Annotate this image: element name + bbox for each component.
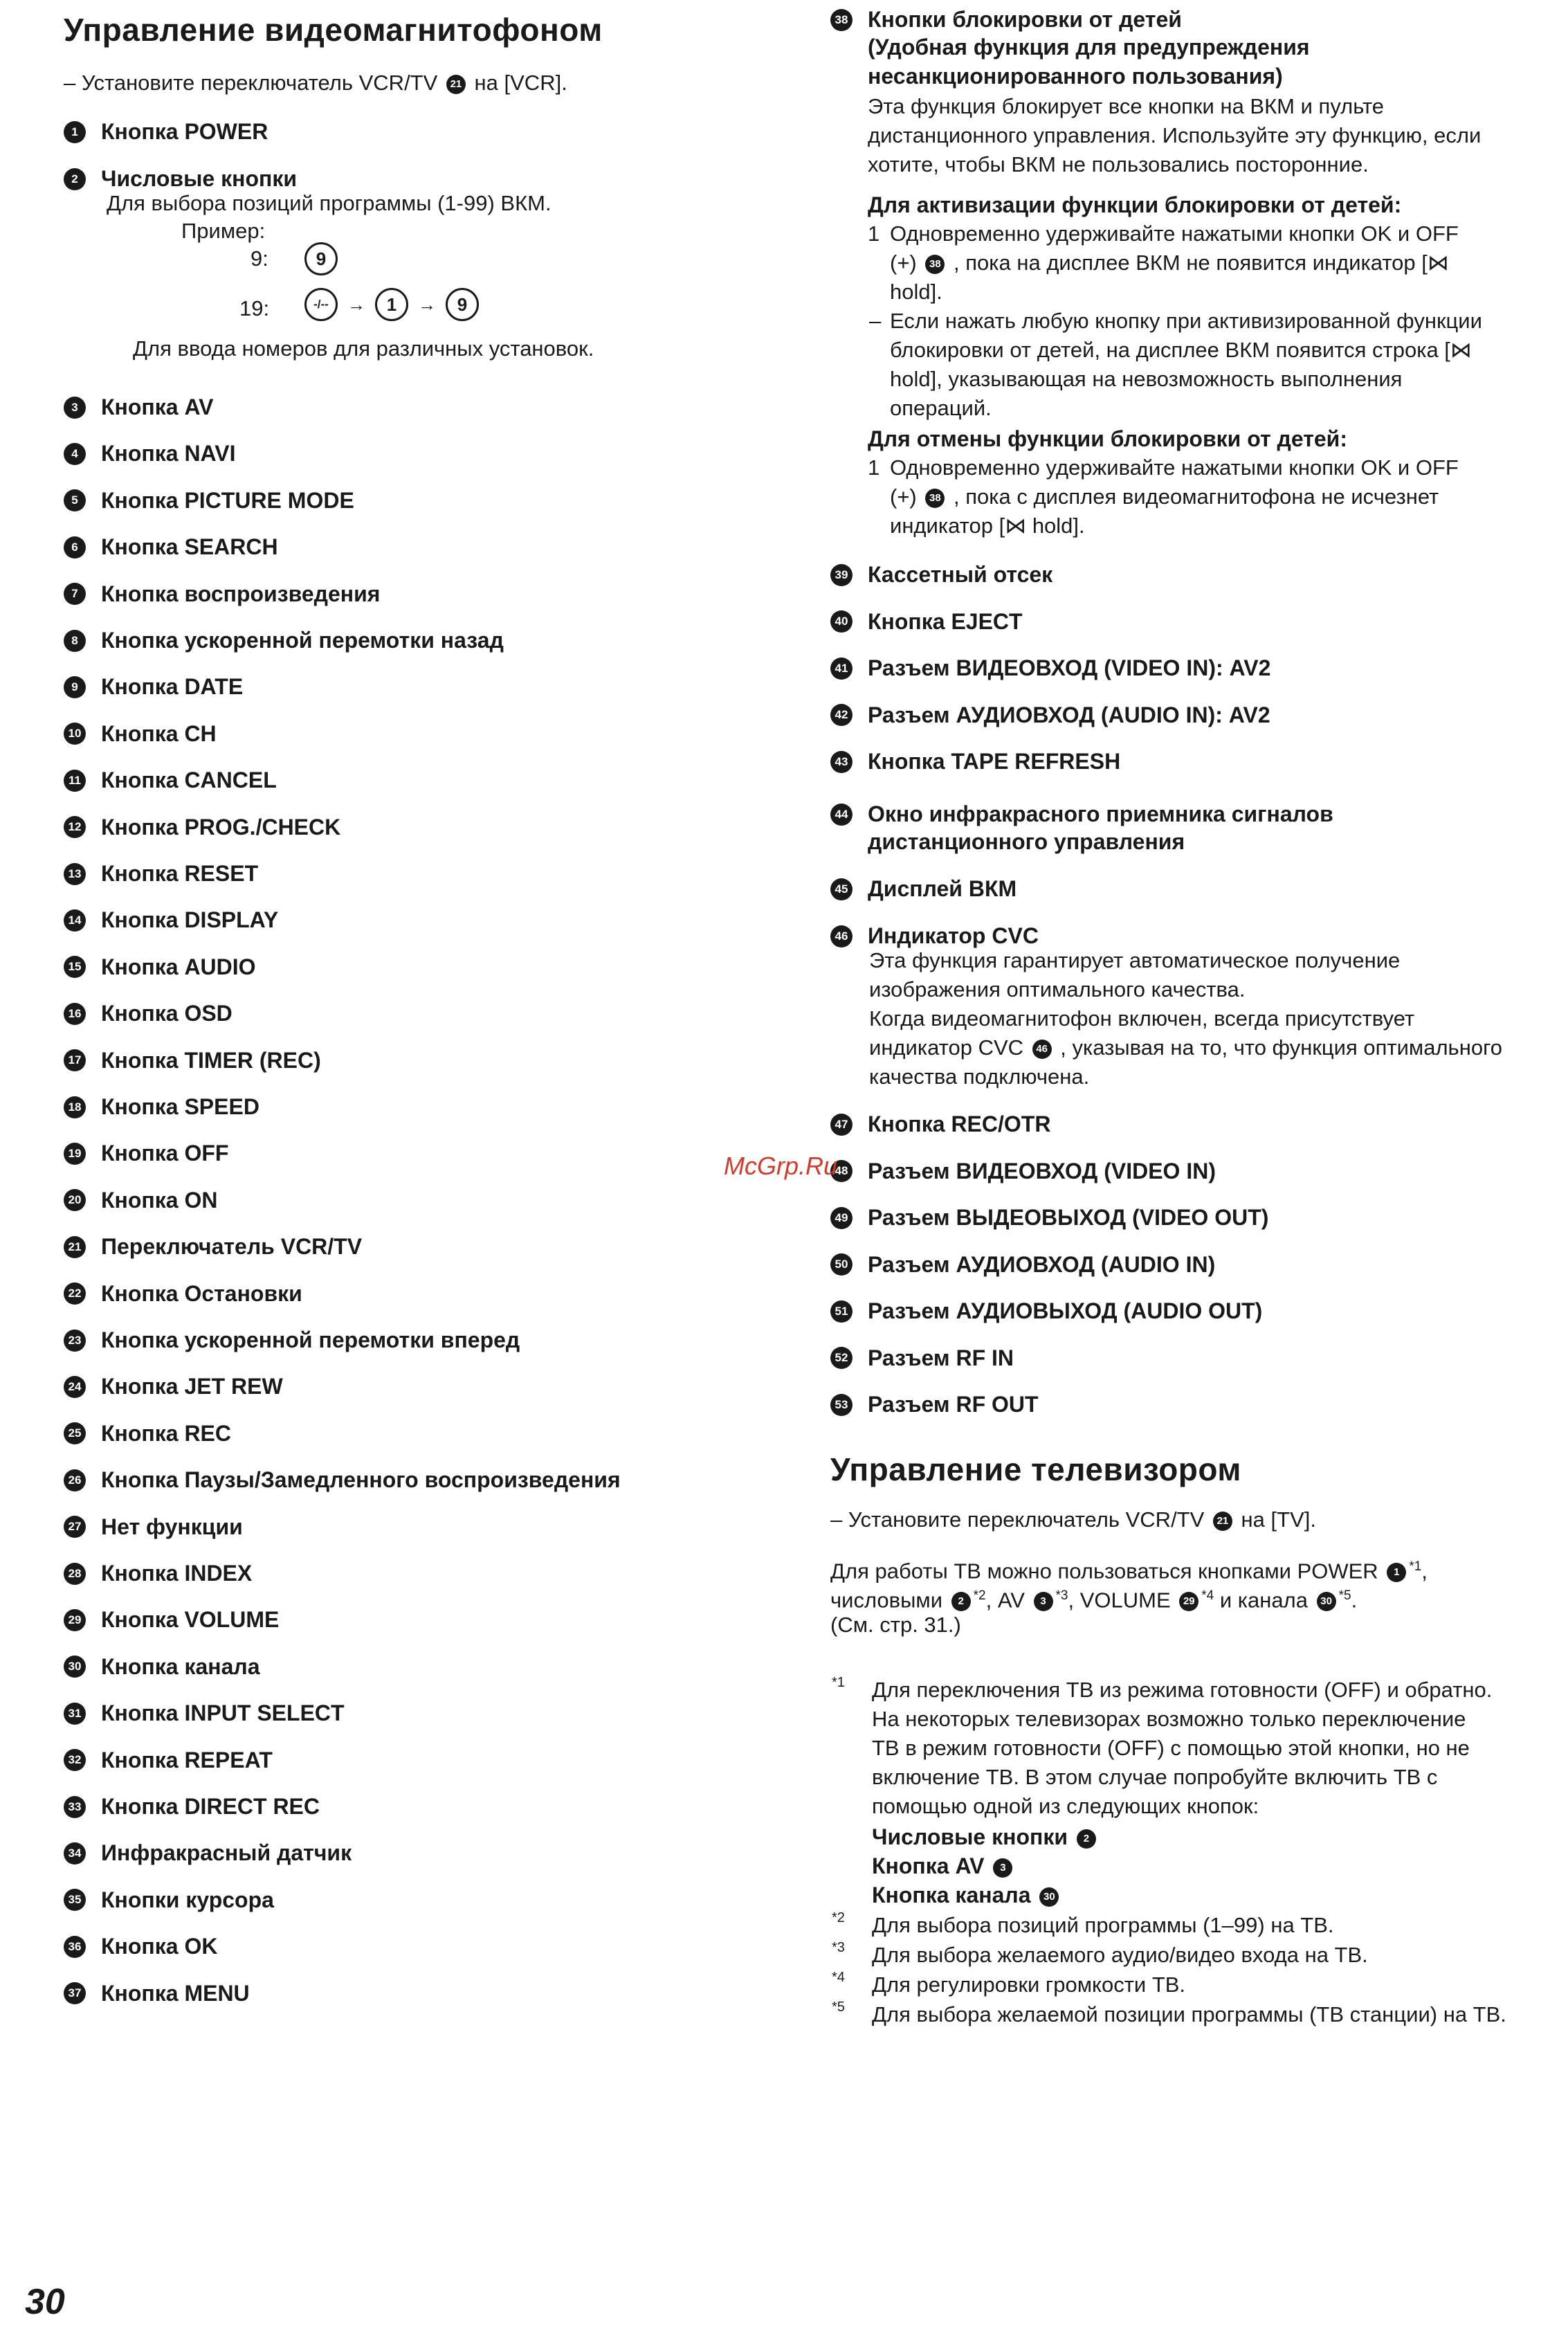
item-number-badge: 51 <box>830 1300 853 1323</box>
item-number-badge: 12 <box>64 816 86 838</box>
item-39 <box>830 562 1052 588</box>
item-number-badge: 42 <box>830 704 853 726</box>
key-9-icon: 9 <box>304 242 338 275</box>
item-41 <box>830 655 1270 681</box>
fn1-line-1: Для переключения ТВ из режима готовности (OFF) и обратно. <box>872 1678 1493 1702</box>
item-38-desc-1: Эта функция блокирует все кнопки на ВКМ и пульте <box>868 94 1385 118</box>
item-number-badge: 10 <box>64 723 86 745</box>
item-number-badge: 15 <box>64 956 86 978</box>
ref-badge: 30 <box>1317 1592 1336 1611</box>
item-label: Кнопка CANCEL <box>101 768 277 793</box>
item-number-badge: 52 <box>830 1347 853 1369</box>
fn1-key-1: Числовые кнопки 2 <box>872 1823 1099 1851</box>
item-label: Кнопка VOLUME <box>101 1607 280 1633</box>
item-label: Разъем ВИДЕОВХОД (VIDEO IN) <box>868 1158 1216 1183</box>
item-12 <box>64 815 340 840</box>
item-43 <box>830 749 1120 774</box>
item-53 <box>830 1392 1039 1417</box>
item-number-badge: 20 <box>64 1189 86 1211</box>
item-37 <box>64 1981 250 2006</box>
item-number-badge: 25 <box>64 1422 86 1444</box>
item-number-badge: 1 <box>64 121 86 143</box>
example-19-sequence <box>304 288 479 321</box>
item-38-desc-3: хотите, чтобы ВКМ не пользовались посторонние. <box>868 152 1369 176</box>
activate-dash: – <box>869 309 882 333</box>
footnote-text: Для выбора позиций программы (1–99) на ТВ. <box>872 1913 1334 1937</box>
item-number-badge: 28 <box>64 1563 86 1585</box>
cancel-step-2: (+) 38 , пока с дисплея видеомагнитофона не исчезнет <box>890 484 1439 509</box>
item-label: Кнопка TIMER (REC) <box>101 1047 321 1073</box>
item-4 <box>64 441 236 466</box>
item-number-badge: 44 <box>830 804 853 826</box>
activate-note-2: блокировки от детей, на дисплее ВКМ появится строка [⋈ <box>890 338 1472 362</box>
watermark-text: McGrp.Ru <box>724 1152 838 1180</box>
item-2: 2 Числовые кнопки <box>64 166 297 192</box>
item-label: Кнопка TAPE REFRESH <box>868 749 1121 774</box>
activate-step-3: hold]. <box>890 280 942 304</box>
item-label: Кнопка REC/OTR <box>868 1112 1051 1136</box>
item-label: Разъем RF OUT <box>868 1392 1039 1417</box>
item-number-badge: 31 <box>64 1703 86 1725</box>
item-48 <box>830 1159 1216 1184</box>
item-46-desc-3: Когда видеомагнитофон включен, всегда присутствует <box>869 1006 1415 1031</box>
item-label: Кнопка MENU <box>101 1980 250 2006</box>
example-19-label: 19: <box>239 296 270 320</box>
item-46-desc-5: качества подключена. <box>869 1064 1090 1089</box>
item-35 <box>64 1887 274 1913</box>
item-label: Кнопка RESET <box>101 861 259 886</box>
item-22 <box>64 1281 302 1307</box>
item-29 <box>64 1607 279 1633</box>
item-label: Кнопка JET REW <box>101 1374 283 1399</box>
item-24 <box>64 1374 283 1399</box>
item-46-desc-4: индикатор CVC 46 , указывая на то, что функция оптимального <box>869 1035 1502 1060</box>
item-44-line2: дистанционного управления <box>868 829 1185 854</box>
fn1-line-2: На некоторых телевизорах возможно только переключение <box>872 1707 1466 1731</box>
item-2-desc: Для выбора позиций программы (1-99) ВКМ. <box>107 191 551 215</box>
ref-badge: 3 <box>1034 1592 1053 1611</box>
item-number-badge: 6 <box>64 536 86 559</box>
item-11 <box>64 768 277 793</box>
section-title-vcr: Управление видеомагнитофоном <box>64 12 603 48</box>
item-number-badge: 37 <box>64 1982 86 2004</box>
item-label: Кнопка DISPLAY <box>101 907 279 933</box>
item-1: 1 Кнопка POWER <box>64 119 268 145</box>
tv-intro: – Установите переключатель VCR/TV 21 на [TV]. <box>830 1507 1316 1532</box>
item-number-badge: 43 <box>830 751 853 773</box>
item-number-badge: 39 <box>830 564 853 586</box>
item-number-badge: 35 <box>64 1889 86 1911</box>
item-label: Кнопка SPEED <box>101 1094 259 1119</box>
item-number-badge: 11 <box>64 770 86 792</box>
item-33 <box>64 1794 320 1820</box>
item-label: Кнопка INDEX <box>101 1561 253 1586</box>
item-label: Кнопка AV <box>101 394 214 419</box>
item-number-badge: 18 <box>64 1096 86 1118</box>
cancel-step-3: индикатор [⋈ hold]. <box>890 514 1085 538</box>
item-52 <box>830 1345 1014 1371</box>
item-number-badge: 30 <box>64 1656 86 1678</box>
cancel-step-number: 1 <box>868 455 880 480</box>
item-label: Кнопка ON <box>101 1187 218 1213</box>
item-label: Кнопка EJECT <box>868 608 1023 634</box>
item-38-desc-2: дистанционного управления. Используйте эту функцию, если <box>868 123 1482 147</box>
activate-note-3: hold], указывающая на невозможность выполнения <box>890 367 1403 391</box>
item-number-badge: 40 <box>830 610 853 633</box>
activate-step-2: (+) 38 , пока на дисплее ВКМ не появится индикатор [⋈ <box>890 251 1449 275</box>
item-label: Кнопка Остановки <box>101 1280 302 1306</box>
tv-para-line-1: Для работы ТВ можно пользоваться кнопками POWER 1 $^{*1}$, <box>830 1559 1428 1584</box>
item-7 <box>64 581 380 607</box>
ref-badge: 38 <box>925 255 945 274</box>
item-8 <box>64 628 504 653</box>
item-number-badge: 2 <box>64 168 86 190</box>
item-38-sub2: несанкционированного пользования) <box>868 64 1283 89</box>
item-number-badge: 24 <box>64 1376 86 1398</box>
footnote-text: Для регулировки громкости ТВ. <box>872 1972 1186 1997</box>
arrow-right-icon: → <box>347 293 365 315</box>
item-number-badge: 4 <box>64 443 86 465</box>
item-19 <box>64 1141 228 1166</box>
item-14 <box>64 907 278 933</box>
item-label: Кнопка DIRECT REC <box>101 1794 320 1819</box>
item-number-badge: 47 <box>830 1114 853 1136</box>
ref-badge: 30 <box>1039 1887 1059 1907</box>
item-number-badge: 32 <box>64 1749 86 1771</box>
item-34 <box>64 1840 352 1866</box>
footnote-mark: *4 <box>832 1970 845 1985</box>
item-label: Кнопка NAVI <box>101 441 236 466</box>
item-label: Кнопка INPUT SELECT <box>101 1700 345 1726</box>
item-number-badge: 14 <box>64 909 86 932</box>
item-number-badge: 45 <box>830 878 853 900</box>
item-40 <box>830 609 1023 635</box>
item-label: Кнопки курсора <box>101 1887 274 1912</box>
key-dash-icon: -/-- <box>304 288 338 321</box>
footnote-mark: *5 <box>832 1999 845 2015</box>
item-number-badge: 8 <box>64 630 86 652</box>
footnote-text: Для выбора желаемого аудио/видео входа на ТВ. <box>872 1943 1368 1967</box>
item-number-badge: 33 <box>64 1796 86 1818</box>
item-number-badge: 13 <box>64 863 86 885</box>
item-number-badge: 27 <box>64 1516 86 1538</box>
item-30 <box>64 1654 260 1680</box>
item-label: Кнопка Паузы/Замедленного воспроизведения <box>101 1467 621 1493</box>
item-49 <box>830 1205 1268 1231</box>
item-label: Кнопка DATE <box>101 674 244 700</box>
fn1-key-3: Кнопка канала 30 <box>872 1881 1061 1909</box>
item-26 <box>64 1467 621 1493</box>
item-label: Кнопка OK <box>101 1934 218 1959</box>
item-label: Разъем ВИДЕОВХОД (VIDEO IN): AV2 <box>868 655 1271 680</box>
ref-badge: 46 <box>1032 1040 1052 1059</box>
page-number: 30 <box>25 2282 65 2322</box>
activate-step-number: 1 <box>868 221 880 246</box>
item-45: 45 Дисплей ВКМ <box>830 876 1017 902</box>
item-label: Кнопка воспроизведения <box>101 581 381 606</box>
tv-para-line-3: (См. стр. 31.) <box>830 1613 961 1637</box>
fn1-line-3: ТВ в режим готовности (OFF) с помощью этой кнопки, но не <box>872 1736 1470 1760</box>
fn1-key-2: Кнопка AV 3 <box>872 1852 1015 1880</box>
footnote-mark: *3 <box>832 1940 845 1955</box>
item-18 <box>64 1094 259 1120</box>
item-number-badge: 26 <box>64 1469 86 1491</box>
item-46: 46 Индикатор CVC <box>830 923 1039 949</box>
item-label: Кнопка PROG./CHECK <box>101 814 341 840</box>
item-6 <box>64 534 278 560</box>
item-15 <box>64 954 256 980</box>
item-number-badge: 34 <box>64 1842 86 1865</box>
item-number-badge: 29 <box>64 1609 86 1631</box>
item-number-badge: 16 <box>64 1003 86 1025</box>
item-number-badge: 21 <box>64 1236 86 1258</box>
item-label: Кнопка PICTURE MODE <box>101 487 354 513</box>
item-number-badge: 50 <box>830 1253 853 1276</box>
item-51 <box>830 1298 1262 1324</box>
item-number-badge: 48 <box>830 1160 853 1182</box>
footnote-mark: *1 <box>832 1675 845 1690</box>
footnote-text: Для выбора желаемой позиции программы (ТВ станции) на ТВ. <box>872 2002 1506 2026</box>
fn1-line-5: помощью одной из следующих кнопок: <box>872 1794 1259 1818</box>
activate-heading: Для активизации функции блокировки от детей: <box>868 192 1402 217</box>
item-label: Кнопка ускоренной перемотки назад <box>101 628 504 653</box>
ref-badge: 3 <box>993 1858 1012 1878</box>
item-label: Кнопка SEARCH <box>101 534 278 560</box>
item-38: 38 Кнопки блокировки от детей <box>830 7 1182 33</box>
item-number-badge: 9 <box>64 676 86 698</box>
item-number-badge: 38 <box>830 9 853 31</box>
item-44: 44 Окно инфракрасного приемника сигналов <box>830 801 1333 827</box>
item-46-desc-2: изображения оптимального качества. <box>869 977 1246 1001</box>
item-25 <box>64 1421 231 1446</box>
item-label: Кнопка ускоренной перемотки вперед <box>101 1327 520 1352</box>
activate-note-1: Если нажать любую кнопку при активизированной функции <box>890 309 1482 333</box>
ref-badge: 29 <box>1179 1592 1198 1611</box>
item-number-badge: 46 <box>830 925 853 947</box>
key-1-icon: 1 <box>375 288 408 321</box>
item-27 <box>64 1514 243 1540</box>
ref-badge: 38 <box>925 489 945 508</box>
item-label: Кнопка OSD <box>101 1001 233 1026</box>
item-23 <box>64 1327 520 1353</box>
item-number-badge: 41 <box>830 657 853 680</box>
item-38-sub1: (Удобная функция для предупреждения <box>868 35 1310 60</box>
item-label: Нет функции <box>101 1514 243 1539</box>
item-2-note: Для ввода номеров для различных установок. <box>133 336 594 361</box>
item-label: Разъем АУДИОВХОД (AUDIO IN) <box>868 1251 1216 1277</box>
item-number-badge: 3 <box>64 397 86 419</box>
item-label: Кассетный отсек <box>868 562 1053 587</box>
item-label: Разъем ВЫДЕОВЫХОД (VIDEO OUT) <box>868 1205 1269 1230</box>
item-number-badge: 19 <box>64 1143 86 1165</box>
arrow-right-icon: → <box>418 293 436 315</box>
ref-badge: 1 <box>1387 1563 1406 1582</box>
item-20 <box>64 1188 217 1213</box>
item-label: Переключатель VCR/TV <box>101 1234 363 1260</box>
item-label: Кнопка CH <box>101 720 217 746</box>
ref-badge: 2 <box>1077 1829 1096 1849</box>
footnote-mark: *2 <box>832 1910 845 1925</box>
item-10 <box>64 721 217 747</box>
item-label: Кнопка AUDIO <box>101 954 256 979</box>
item-17 <box>64 1048 321 1073</box>
example-9-label: 9: <box>250 246 268 271</box>
ref-badge: 21 <box>446 75 466 94</box>
activate-step-1: Одновременно удерживайте нажатыми кнопки OK и OFF <box>890 221 1459 246</box>
item-number-badge: 22 <box>64 1282 86 1305</box>
ref-badge: 2 <box>951 1592 971 1611</box>
key-9-icon: 9 <box>446 288 479 321</box>
item-21 <box>64 1234 362 1260</box>
item-number-badge: 53 <box>830 1394 853 1416</box>
item-16 <box>64 1001 233 1026</box>
item-31 <box>64 1700 345 1726</box>
item-number-badge: 5 <box>64 489 86 511</box>
item-47 <box>830 1112 1050 1137</box>
item-label: Кнопка OFF <box>101 1141 229 1166</box>
tv-para-line-2: числовыми 2 $^{*2}$, AV 3 $^{*3}$, VOLUME 29 $^{*4}$ и канала 30 $^{*5}$. <box>830 1588 1358 1613</box>
item-label: Кнопка канала <box>101 1653 260 1679</box>
fn1-line-4: включение ТВ. В этом случае попробуйте включить ТВ с <box>872 1765 1438 1789</box>
item-42 <box>830 702 1270 728</box>
item-label: Кнопка REC <box>101 1420 231 1446</box>
item-32 <box>64 1748 273 1773</box>
item-5 <box>64 488 354 514</box>
item-46-desc-1: Эта функция гарантирует автоматическое получение <box>869 948 1401 972</box>
item-label: Разъем RF IN <box>868 1345 1014 1370</box>
item-28 <box>64 1561 252 1586</box>
item-number-badge: 36 <box>64 1936 86 1958</box>
vcr-intro: – Установите переключатель VCR/TV 21 на [VCR]. <box>64 71 567 95</box>
item-13 <box>64 861 258 887</box>
item-label: Разъем АУДИОВЫХОД (AUDIO OUT) <box>868 1298 1263 1323</box>
item-50 <box>830 1252 1215 1278</box>
example-label: Пример: <box>181 219 266 243</box>
item-9 <box>64 674 243 700</box>
item-label: Инфракрасный датчик <box>101 1840 352 1866</box>
activate-note-4: операций. <box>890 396 992 420</box>
item-label: Кнопка REPEAT <box>101 1747 273 1772</box>
item-number-badge: 7 <box>64 583 86 605</box>
item-number-badge: 23 <box>64 1330 86 1352</box>
item-number-badge: 17 <box>64 1049 86 1071</box>
item-number-badge: 49 <box>830 1207 853 1229</box>
item-3 <box>64 394 214 420</box>
item-label: Разъем АУДИОВХОД (AUDIO IN): AV2 <box>868 702 1270 727</box>
item-36 <box>64 1934 217 1959</box>
section-title-tv: Управление телевизором <box>830 1451 1241 1487</box>
ref-badge: 21 <box>1213 1512 1232 1531</box>
cancel-heading: Для отмены функции блокировки от детей: <box>868 426 1347 451</box>
cancel-step-1: Одновременно удерживайте нажатыми кнопки OK и OFF <box>890 455 1459 480</box>
